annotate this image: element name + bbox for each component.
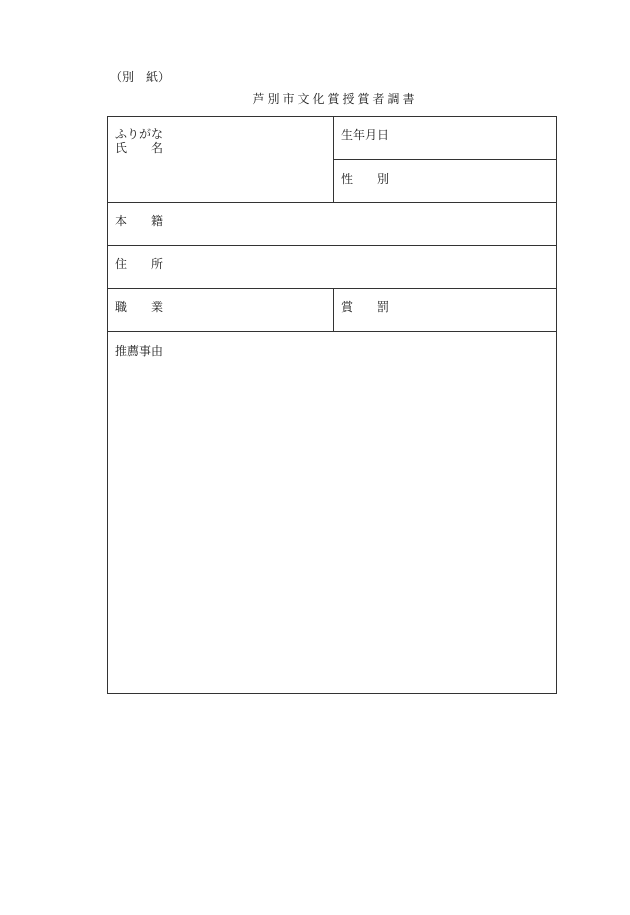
domicile-label: 本 籍 [115, 214, 164, 228]
occupation-label: 職 業 [115, 300, 164, 314]
gender-label: 性 別 [341, 172, 390, 186]
address-label: 住 所 [115, 257, 164, 271]
name-label: 氏 名 [115, 141, 164, 155]
awards-cell[interactable] [334, 289, 557, 331]
name-cell[interactable] [108, 117, 333, 202]
award-recipient-form [107, 116, 557, 694]
document-title: 芦別市文化賞授賞者調書 [252, 92, 418, 106]
recommendation-reason-label: 推薦事由 [115, 344, 164, 358]
occupation-cell[interactable] [108, 289, 333, 331]
recommendation-reason-cell[interactable] [108, 332, 557, 694]
gender-cell[interactable] [334, 160, 557, 202]
furigana-label: ふりがな [115, 127, 164, 141]
domicile-cell[interactable] [108, 203, 557, 245]
attachment-label: （別 紙） [110, 70, 171, 84]
address-cell[interactable] [108, 246, 557, 288]
birthdate-cell[interactable] [334, 117, 557, 159]
birthdate-label: 生年月日 [341, 128, 390, 142]
awards-label: 賞 罰 [341, 300, 390, 314]
